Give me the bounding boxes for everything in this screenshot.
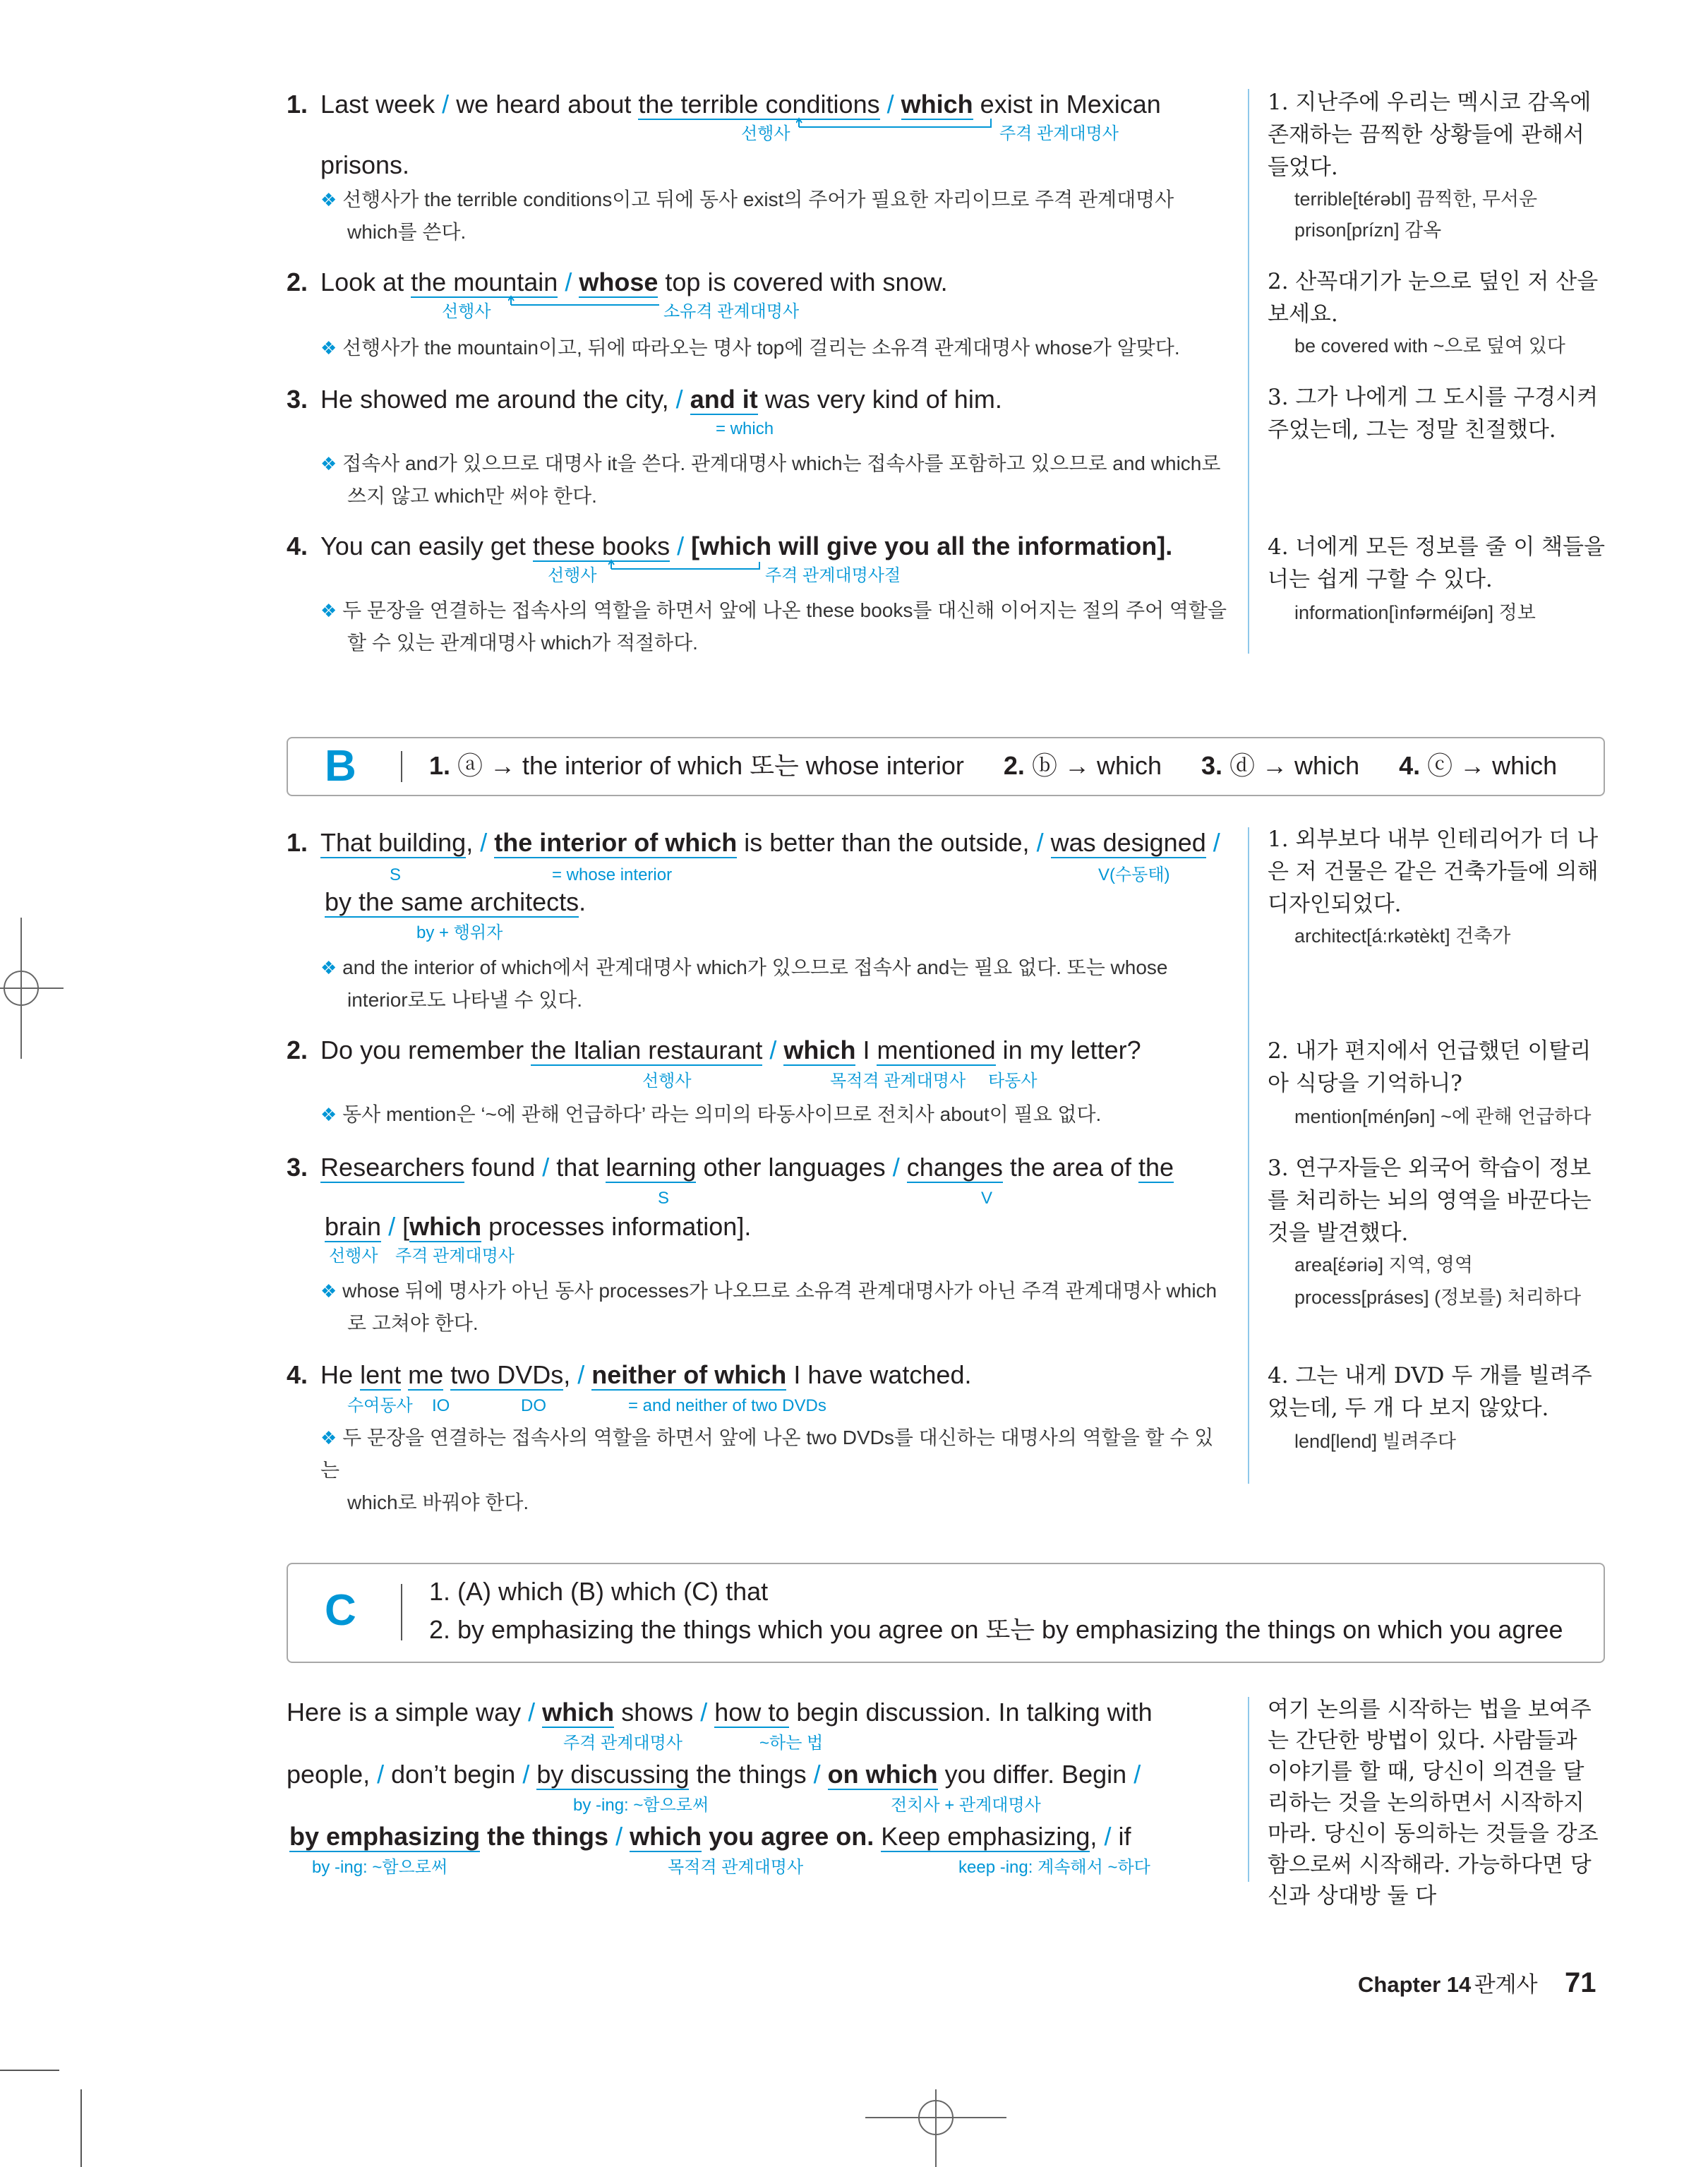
sentence-text: processes information]. [488,1212,752,1241]
sentence-text: you agree on. [709,1822,874,1851]
diamond-icon: ❖ [320,1104,337,1125]
relative-clause: [which will give you all the information]. [691,532,1173,560]
gerund-phrase: by discussing [536,1760,690,1789]
relative-phrase: on which [827,1760,938,1789]
a4-line1 [287,531,1172,562]
annotation: S [390,865,402,884]
sentence-text: found [471,1153,536,1182]
sentence-text: we heard about [456,90,632,119]
column-divider [1248,1697,1249,1882]
answer-text: ⓒ → which [1427,751,1558,780]
annotation: IO [432,1396,450,1415]
slash: / [480,828,488,857]
comma: , [1090,1822,1097,1851]
direct-object: two DVDs [450,1360,564,1389]
vocab-entry: mention[ménʃən] ~에 관해 언급하다 [1294,1106,1592,1127]
explanation-note [320,1098,1231,1131]
slash: / [442,90,450,119]
section-letter: B [325,742,356,791]
link-arrow [508,295,663,316]
sentence-text: is better than the outside, [744,828,1030,857]
how-to-phrase: how to [714,1698,790,1727]
korean-translation: 4. 너에게 모든 정보를 줄 이 책들을 너는 쉽게 구할 수 있다. [1268,534,1605,592]
indirect-object: me [408,1360,444,1389]
note-text: 접속사 and가 있으므로 대명사 it을 쓴다. 관계대명사 which는 접속사를 포함하고 있으므로 and which로 [342,452,1221,474]
slash: / [522,1760,530,1789]
korean-translation: 여기 논의를 시작하는 법을 보여주는 간단한 방법이 있다. 사람들과 이야기를 할 때, 당신이 의견을 달리하는 것을 논의하면서 시작하지 마라. 당신이 동의하는 것들을 강조함으로써 시작해라. 가능하다면 당신과 상대방 둘 다 [1268,1697,1599,1909]
item-number: 2. [287,268,308,296]
korean-translation: 3. 그가 나에게 그 도시를 구경시켜 주었는데, 그는 정말 친절했다. [1268,385,1599,443]
a1-line1 [287,89,1161,120]
subject: That building [320,828,467,857]
crop-mark [0,2070,59,2071]
slash: / [700,1698,708,1727]
sentence-text: top is covered with snow. [665,268,948,296]
sentence-text: you differ. Begin [944,1760,1127,1789]
korean-translation: 1. 지난주에 우리는 멕시코 감옥에 존재하는 끔찍한 상황들에 관해서 들었다. [1268,90,1592,180]
relative-pronoun: which [409,1212,482,1241]
diamond-icon: ❖ [320,1427,337,1448]
slash: / [1213,828,1220,857]
slash: / [615,1822,623,1851]
conjunction-pronoun: and it [690,385,758,414]
answer-text: ⓓ → which [1229,751,1360,780]
b3-line1 [287,1152,1174,1183]
sentence-text: Last week [320,90,435,119]
sentence-text: the [1138,1153,1174,1182]
annotation: DO [521,1396,546,1415]
sentence-text: the things [696,1760,807,1789]
registration-mark-bottom [865,2089,1006,2167]
answer-number: 4. [1399,751,1421,780]
page-footer [1358,1967,1596,1999]
note-text: 할 수 있는 관계대명사 which가 적절하다. [347,632,698,654]
sentence-text: other languages [703,1153,886,1182]
antecedent: brain [325,1212,382,1241]
korean-translation: 4. 그는 내게 DVD 두 개를 빌려주었는데, 두 개 다 보지 않았다. [1268,1363,1592,1421]
antecedent: the terrible conditions [638,90,880,119]
antecedent: the Italian restaurant [531,1036,763,1064]
note-text: whose 뒤에 명사가 아닌 동사 processes가 나오므로 소유격 관계대명사가 아닌 주격 관계대명사 which [342,1280,1217,1302]
annotation: 타동사 [988,1072,1038,1091]
answer-text: ⓐ → the interior of which 또는 whose interior [457,751,964,780]
annotation: 선행사 [442,302,491,321]
section-letter: C [325,1586,356,1635]
diamond-icon: ❖ [320,600,337,621]
slash: / [892,1153,900,1182]
diamond-icon: ❖ [320,189,337,210]
relative-pronoun: which [542,1698,615,1727]
answer-key [429,747,1557,785]
relative-pronoun: whose [579,268,658,296]
diamond-icon: ❖ [320,1280,337,1302]
subject: Researchers [320,1153,465,1182]
slash: / [542,1153,550,1182]
divider [401,751,402,782]
slash: / [769,1036,777,1064]
explanation-note [320,332,1231,364]
antecedent: these books [532,532,670,560]
b3-line2 [325,1211,751,1242]
slash: / [886,90,894,119]
sentence-text: if [1118,1822,1131,1851]
korean-translation: 3. 연구자들은 외국어 학습이 정보를 처리하는 뇌의 영역을 바꾼다는 것을 발견했다. [1268,1155,1592,1246]
page-number: 71 [1564,1967,1596,1998]
note-text: 로 고쳐야 한다. [347,1312,479,1334]
annotation: S [658,1189,670,1208]
item-number: 2. [287,1036,308,1064]
b1-line1 [287,827,1220,858]
sentence-text: exist in Mexican [980,90,1161,119]
sentence-text: begin discussion. In talking with [796,1698,1153,1727]
explanation-note [320,1275,1231,1340]
note-text: 두 문장을 연결하는 접속사의 역할을 하면서 앞에 나온 these books를 대신해 이어지는 절의 주어 역할을 [342,599,1227,621]
relative-pronoun: which [630,1822,702,1851]
annotation: = and neither of two DVDs [628,1396,826,1415]
b2-line1 [287,1035,1141,1066]
sentence-text: Do you remember [320,1036,524,1064]
annotation: V [981,1189,993,1208]
relative-phrase: the interior of which [494,828,738,857]
answer-box-c [287,1563,1605,1663]
verb: was designed [1050,828,1206,857]
annotation: 주격 관계대명사 [563,1734,682,1753]
item-number: 4. [287,532,308,560]
period: . [579,887,587,916]
gerund-subject: learning [606,1153,697,1182]
slash: / [675,385,683,414]
sentence-text: prisons. [320,150,410,179]
vocab-entry: lend[lend] 빌려주다 [1294,1431,1456,1452]
sentence-text: I have watched. [793,1360,972,1389]
note-text: 두 문장을 연결하는 접속사의 역할을 하면서 앞에 나온 two DVDs를 대신하는 대명사의 역할을 할 수 있는 [320,1427,1214,1481]
annotation: by -ing: ~함으로써 [573,1796,709,1815]
vocab-entry: area[έəriə] 지역, 영역 [1294,1254,1473,1275]
a3-line1 [287,384,1002,415]
bracket: [ [402,1212,410,1241]
annotation: 선행사 [329,1247,378,1266]
sentence-text: the things [487,1822,609,1851]
sentence-text: was very kind of him. [764,385,1002,414]
item-number: 3. [287,1153,308,1182]
note-text: 선행사가 the mountain이고, 뒤에 따라오는 명사 top에 걸리는 소유격 관계대명사 whose가 알맞다. [342,337,1180,359]
annotation: 주격 관계대명사절 [765,566,901,585]
sentence-text: Here is a simple way [287,1698,522,1727]
column-divider [1248,89,1249,654]
note-text: 선행사가 the terrible conditions이고 뒤에 동사 exist의 주어가 필요한 자리이므로 주격 관계대명사 [342,188,1174,210]
slash: / [388,1212,396,1241]
diamond-icon: ❖ [320,957,337,978]
answer-number: 2. [1003,751,1025,780]
annotation: by -ing: ~함으로써 [312,1858,448,1877]
annotation: 주격 관계대명사 [999,124,1119,143]
column-divider [1248,827,1249,1484]
note-text: 동사 mention은 ‘~에 관해 언급하다’ 라는 의미의 타동사이므로 전치사 about이 필요 없다. [342,1103,1102,1125]
item-number: 1. [287,828,308,857]
slash: / [813,1760,821,1789]
answer-text: ⓑ → which [1031,751,1162,780]
annotation: 주격 관계대명사 [395,1247,515,1266]
c-line2 [287,1759,1141,1790]
b1-line2 [325,887,586,918]
sentence-text: the area of [1009,1153,1131,1182]
crop-mark [80,2089,82,2167]
c-line3 [289,1821,1131,1852]
chapter-label: Chapter 14 [1358,1972,1472,1997]
annotation: 목적격 관계대명사 [668,1858,804,1877]
annotation: = which [716,419,774,438]
registration-mark-left [0,918,64,1059]
sentence-text: shows [621,1698,694,1727]
slash: / [577,1360,585,1389]
sentence-text: that [556,1153,599,1182]
diamond-icon: ❖ [320,337,337,359]
comma: , [563,1360,571,1389]
answer-box-b [287,737,1605,796]
item-number: 1. [287,90,308,119]
answer-number: 3. [1201,751,1223,780]
c-line1 [287,1697,1153,1728]
note-text: and the interior of which에서 관계대명사 which가 있으므로 접속사 and는 필요 없다. 또는 whose [342,956,1168,978]
vocab-entry: terrible[térəbl] 끔찍한, 무서운 [1294,188,1538,210]
korean-translation: 2. 산꼭대기가 눈으로 덮인 저 산을 보세요. [1268,269,1599,327]
relative-pronoun: which [783,1036,856,1064]
relative-pronoun: which [901,90,973,119]
annotation: 수여동사 [347,1396,413,1415]
note-text: 쓰지 않고 which만 써야 한다. [347,485,597,507]
explanation-note [320,1422,1231,1519]
vocab-entry: prison[prízn] 감옥 [1294,220,1442,241]
slash: / [1133,1760,1141,1789]
comma: , [466,828,474,857]
korean-translation: 2. 내가 편지에서 언급했던 이탈리아 식당을 기억하니? [1268,1038,1592,1096]
a2-line1 [287,267,948,298]
annotation: 소유격 관계대명사 [663,302,800,321]
sentence-text: Look at [320,268,404,296]
subject: He [320,1360,354,1389]
slash: / [377,1760,385,1789]
note-text: which로 바꿔야 한다. [347,1491,529,1513]
slash: / [1036,828,1044,857]
annotation: 선행사 [741,124,790,143]
agent-phrase: by the same architects [325,887,579,916]
annotation: 선행사 [548,566,597,585]
item-number: 4. [287,1360,308,1389]
explanation-note [320,594,1231,659]
sentence-text: don’t begin [391,1760,516,1789]
item-number: 3. [287,385,308,414]
vocab-entry: architect[á:rkətèkt] 건축가 [1294,925,1511,947]
keep-phrase: Keep emphasizing [881,1822,1090,1851]
annotation: 선행사 [642,1072,692,1091]
verb: changes [906,1153,1003,1182]
relative-phrase: neither of which [591,1360,787,1389]
annotation: keep -ing: 계속해서 ~하다 [958,1858,1150,1877]
annotation: 목적격 관계대명사 [830,1072,966,1091]
sentence-text: in my letter? [1002,1036,1141,1064]
slash: / [1104,1822,1112,1851]
explanation-note [320,184,1231,248]
link-arrow [796,117,994,138]
korean-translation: 1. 외부보다 내부 인테리어가 더 나은 저 건물은 같은 건축가들에 의해 디자인되었다. [1268,827,1599,917]
verb: lent [360,1360,402,1389]
sentence-text: You can easily get [320,532,526,560]
link-arrow [608,559,764,580]
antecedent: the mountain [411,268,558,296]
diamond-icon: ❖ [320,453,337,474]
sentence-text: I [862,1036,870,1064]
note-text: which를 쓴다. [347,221,467,243]
vocab-entry: process[práses] (정보를) 처리하다 [1294,1287,1582,1308]
vocab-entry: be covered with ~으로 덮여 있다 [1294,335,1565,356]
answer-number: 1. [429,751,451,780]
vocab-entry: information[ìnfərméiʃən] 정보 [1294,602,1536,623]
b4-line1 [287,1359,971,1391]
sentence-text: people, [287,1760,371,1789]
answer-text: 2. by emphasizing the things which you agree on 또는 by emphasizing the things on which you agree [429,1615,1563,1644]
explanation-note [320,952,1231,1016]
slash: / [677,532,685,560]
answer-text: 1. (A) which (B) which (C) that [429,1577,769,1606]
verb: mentioned [877,1036,996,1064]
annotation: by + 행위자 [416,923,503,942]
annotation: = whose interior [552,865,673,884]
annotation: V(수동태) [1098,865,1170,884]
gerund-phrase: by emphasizing [289,1822,481,1851]
explanation-note [320,448,1231,512]
chapter-topic: 관계사 [1474,1972,1538,1997]
slash: / [528,1698,536,1727]
note-text: interior로도 나타낼 수 있다. [347,989,583,1011]
annotation: 전치사 + 관계대명사 [891,1796,1041,1815]
divider [401,1584,402,1640]
slash: / [565,268,572,296]
sentence-text: He showed me around the city, [320,385,669,414]
annotation: ~하는 법 [759,1734,824,1753]
